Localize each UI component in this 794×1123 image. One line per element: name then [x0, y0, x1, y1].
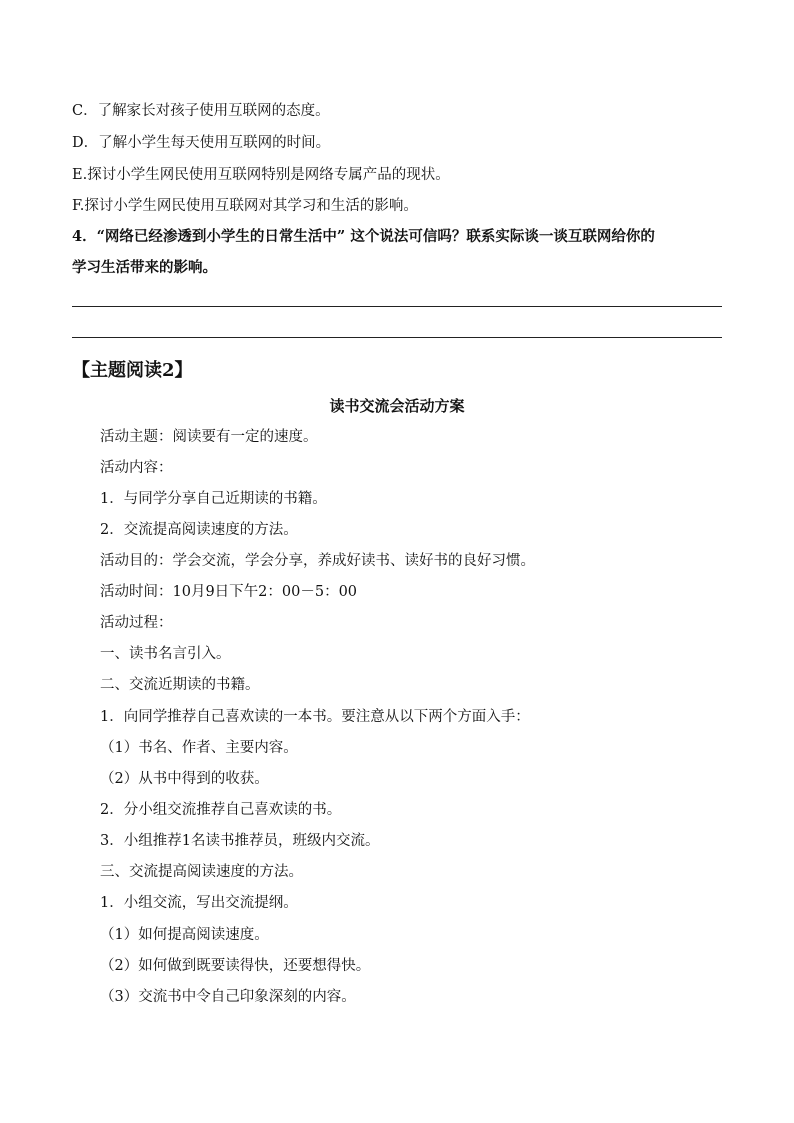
activity-content-label: 活动内容：	[100, 460, 173, 476]
option-d: D．了解小学生每天使用互联网的时间。	[72, 135, 331, 151]
activity-process-label: 活动过程：	[100, 615, 173, 631]
answer-line-1[interactable]	[72, 306, 722, 307]
process-step-1: 一、读书名言引入。	[100, 646, 231, 662]
step-2-item-2: 2．分小组交流推荐自己喜欢读的书。	[100, 802, 342, 818]
option-c: C．了解家长对孩子使用互联网的态度。	[72, 103, 330, 119]
option-e: E.探讨小学生网民使用互联网特别是网络专属产品的现状。	[72, 167, 450, 183]
activity-theme: 活动主题：阅读要有一定的速度。	[100, 429, 318, 445]
step-2-item-1: 1．向同学推荐自己喜欢读的一本书。要注意从以下两个方面入手：	[100, 709, 530, 725]
step-2-item-1-sub-1: （1）书名、作者、主要内容。	[100, 740, 298, 756]
document-title: 读书交流会活动方案	[329, 397, 465, 415]
step-3-item-1-sub-3: （3）交流书中令自己印象深刻的内容。	[100, 989, 356, 1005]
option-f: F.探讨小学生网民使用互联网对其学习和生活的影响。	[72, 198, 418, 214]
question-4-line-1: 4．“网络已经渗透到小学生的日常生活中” 这个说法可信吗？联系实际谈一谈互联网给你的	[72, 228, 655, 245]
section-heading: 【主题阅读2】	[72, 360, 193, 381]
step-3-item-1-sub-1: （1）如何提高阅读速度。	[100, 927, 269, 943]
content-item-1: 1．与同学分享自己近期读的书籍。	[100, 491, 327, 507]
question-4-line-2: 学习生活带来的影响。	[72, 259, 217, 276]
activity-purpose: 活动目的：学会交流，学会分享，养成好读书、读好书的良好习惯。	[100, 553, 535, 569]
activity-time: 活动时间：10月9日下午2：00－5：00	[100, 584, 358, 600]
process-step-3: 三、交流提高阅读速度的方法。	[100, 864, 303, 880]
step-2-item-3: 3．小组推荐1名读书推荐员，班级内交流。	[100, 833, 380, 849]
step-2-item-1-sub-2: （2）从书中得到的收获。	[100, 771, 269, 787]
step-3-item-1-sub-2: （2）如何做到既要读得快，还要想得快。	[100, 958, 371, 974]
step-3-item-1: 1．小组交流，写出交流提纲。	[100, 895, 298, 911]
content-item-2: 2．交流提高阅读速度的方法。	[100, 522, 298, 538]
answer-line-2[interactable]	[72, 337, 722, 338]
process-step-2: 二、交流近期读的书籍。	[100, 677, 260, 693]
